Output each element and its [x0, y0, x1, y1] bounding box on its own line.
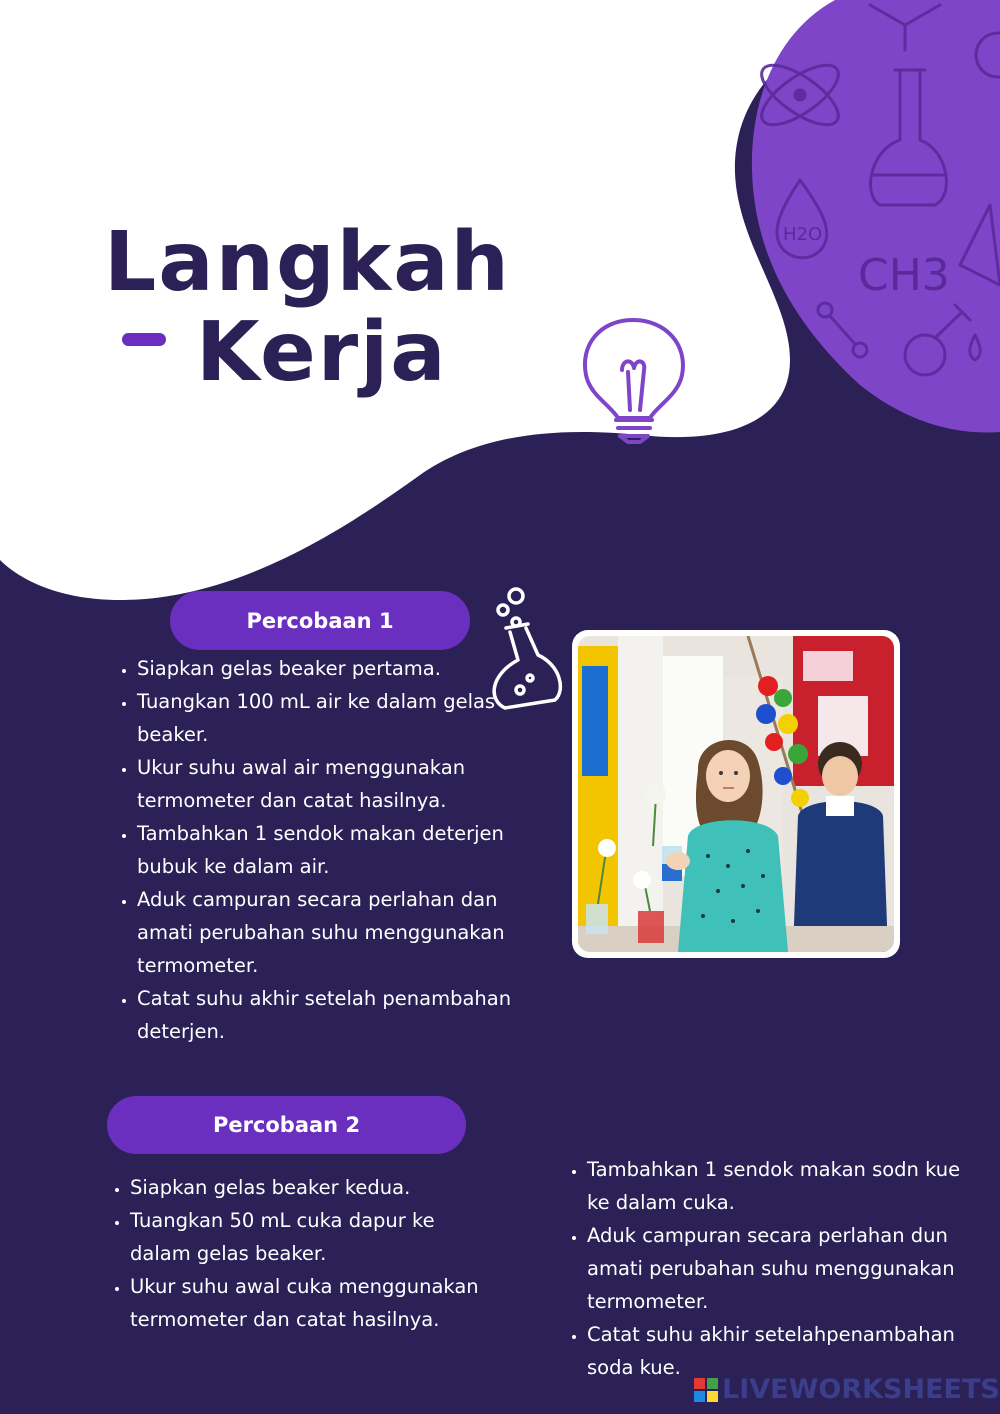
list-item: • Tambahkan 1 sendok makan sodn kue ke dalam cuka. [587, 1153, 972, 1219]
list-item: • Tuangkan 50 mL cuka dapur ke dalam gelas beaker. [130, 1204, 490, 1270]
list-item: • Tambahkan 1 sendok makan deterjen bubuk ke dalam air. [137, 817, 557, 883]
list-item: • Siapkan gelas beaker kedua. [130, 1171, 490, 1204]
section2-steps-left-list [108, 1171, 490, 1336]
page-title-line2: Kerja [196, 305, 448, 400]
list-item: • Ukur suhu awal cuka menggunakan termometer dan catat hasilnya. [130, 1270, 490, 1336]
science-fair-photo [572, 630, 900, 958]
section2-steps-right-list [565, 1153, 972, 1384]
liveworksheets-watermark [694, 1374, 1000, 1405]
photo-illustration [578, 636, 894, 952]
list-item: • Aduk campuran secara perlahan dun amati perubahan suhu menggunakan termometer. [587, 1219, 972, 1318]
list-item: • Aduk campuran secara perlahan dan amati perubahan suhu menggunakan termometer. [137, 883, 557, 982]
list-item: • Siapkan gelas beaker pertama. [137, 652, 557, 685]
ch3-label: CH3 [858, 250, 950, 301]
h2o-label: H2O [783, 224, 823, 245]
section1-steps-list [115, 652, 557, 1048]
list-item: • Catat suhu akhir setelahpenambahan soda kue. [587, 1318, 972, 1384]
list-item: • Catat suhu akhir setelah penambahan deterjen. [137, 982, 557, 1048]
page-title-line1: Langkah [104, 215, 511, 310]
watermark-text: LIVEWORKSHEETS [722, 1374, 1000, 1405]
list-item: • Ukur suhu awal air menggunakan termometer dan catat hasilnya. [137, 751, 557, 817]
section2-heading: Percobaan 2 [107, 1096, 466, 1154]
liveworksheets-logo-icon [694, 1378, 718, 1402]
title-dash [122, 333, 166, 346]
list-item: • Tuangkan 100 mL air ke dalam gelas beaker. [137, 685, 557, 751]
section1-heading: Percobaan 1 [170, 591, 470, 650]
